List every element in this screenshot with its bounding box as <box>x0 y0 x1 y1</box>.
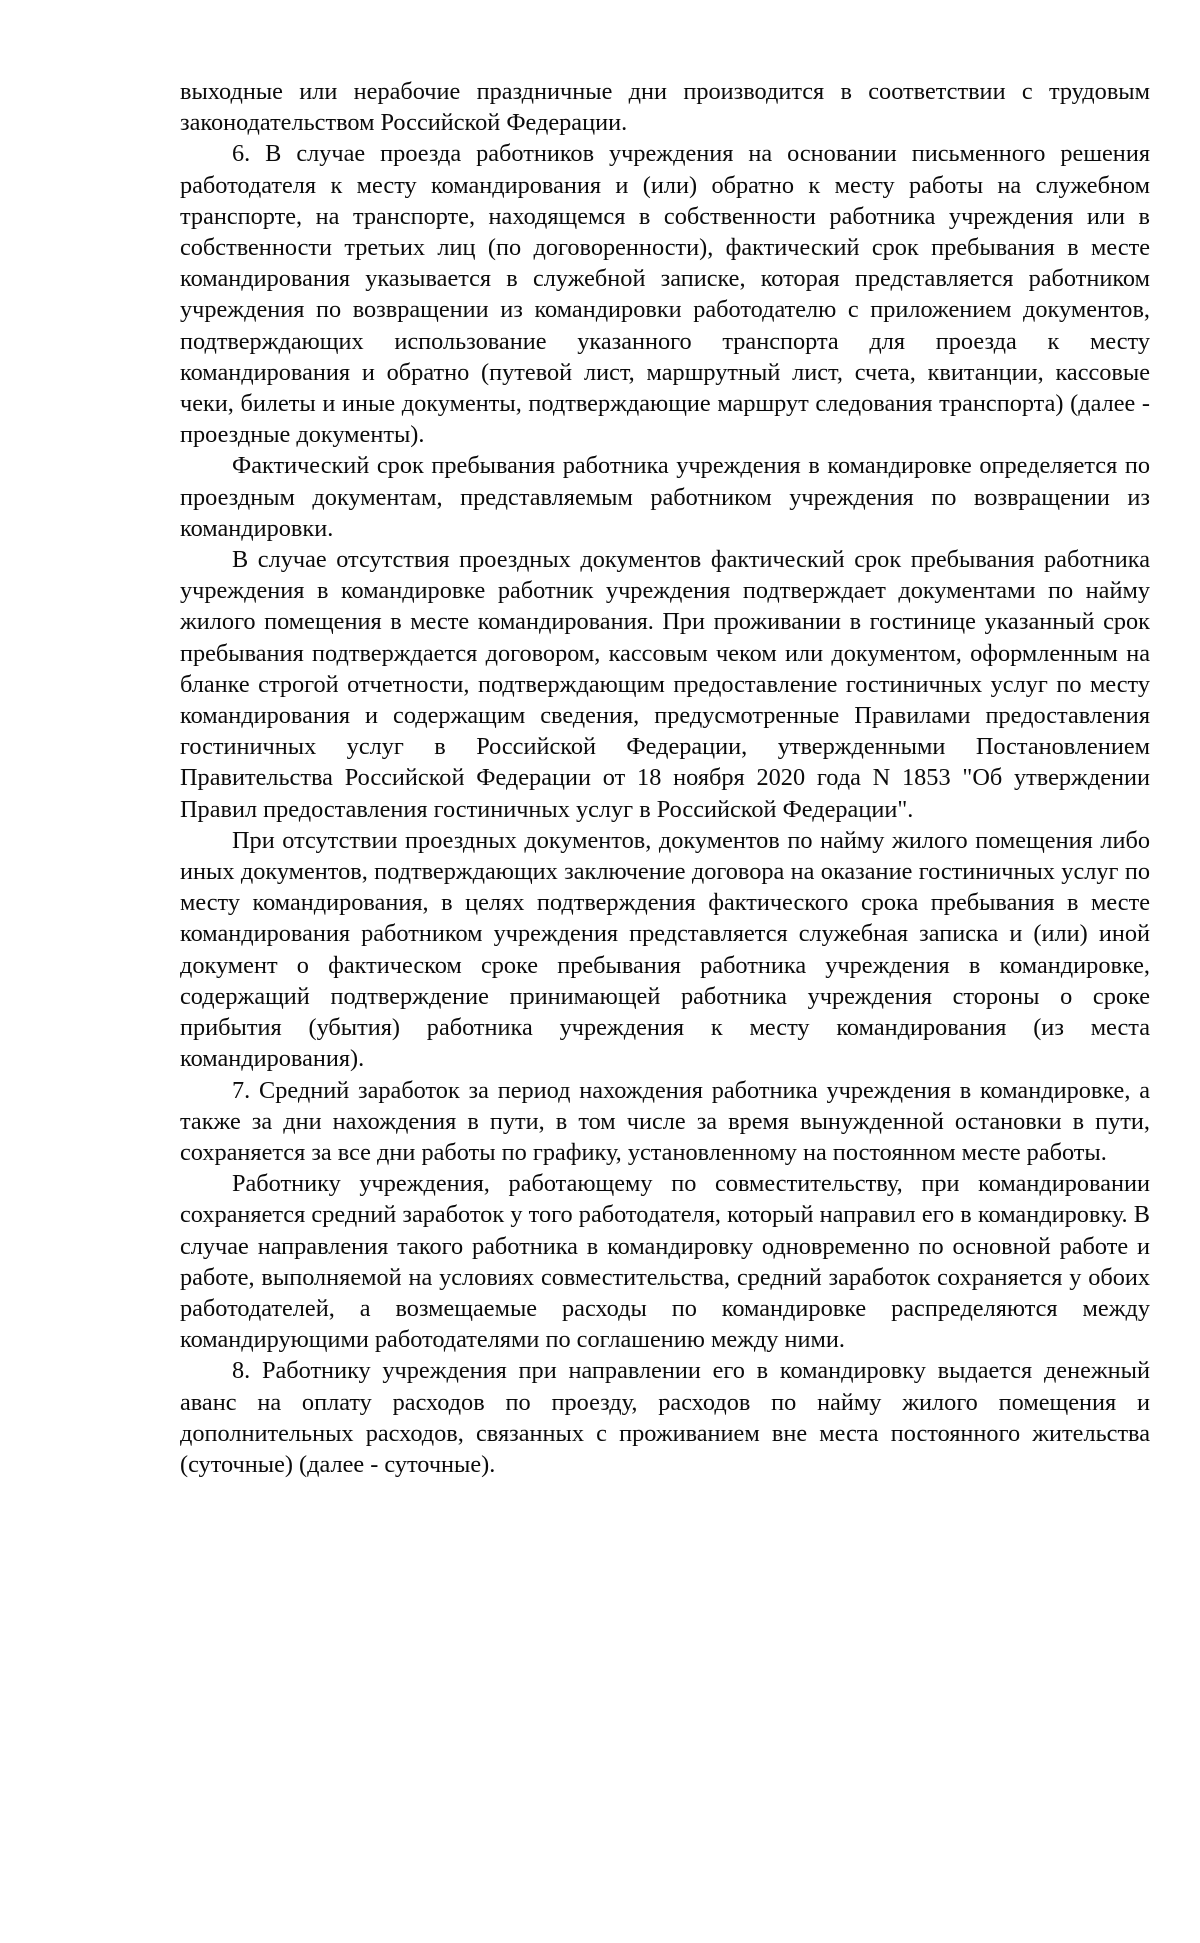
paragraph-item-6: 6. В случае проезда работников учреждения на основании письменного решения работодателя к месту командирования и (или) обратно к месту работы на служебном транспорте, на транспорте, находящемся в собственности работника учреждения или в собственности третьих лиц (по договоренности), фактический срок пребывания в месте командирования указывается в служебной записке, которая представляется работником учреждения по возвращении из командировки работодателю с приложением документов, подтверждающих использование указанного транспорта для проезда к месту командирования и обратно (путевой лист, маршрутный лист, счета, квитанции, кассовые чеки, билеты и иные документы, подтверждающие маршрут следования транспорта) (далее - проездные документы). <box>180 140 1150 449</box>
paragraph-part-time: Работнику учреждения, работающему по совместительству, при командировании сохраняется средний заработок у того работодателя, который направил его в командировку. В случае направления такого работника в командировку одновременно по основной работе и работе, выполняемой на условиях совместительства, средний заработок сохраняется у обоих работодателей, а возмещаемые расходы по командировке распределяются между командирующими работодателями по соглашению между ними. <box>180 1170 1150 1354</box>
paragraph-item-8: 8. Работнику учреждения при направлении его в командировку выдается денежный аванс на оплату расходов по проезду, расходов по найму жилого помещения и дополнительных расходов, связанных с проживанием вне места постоянного жительства (суточные) (далее - суточные). <box>180 1357 1150 1478</box>
paragraph-item-7: 7. Средний заработок за период нахождения работника учреждения в командировке, а также за дни нахождения в пути, в том числе за время вынужденной остановки в пути, сохраняется за все дни работы по графику, установленному на постоянном месте работы. <box>180 1076 1150 1166</box>
paragraph-continuation: выходные или нерабочие праздничные дни производится в соответствии с трудовым законодательством Российской Федерации. <box>180 78 1150 137</box>
paragraph-no-documents: При отсутствии проездных документов, документов по найму жилого помещения либо иных документов, подтверждающих заключение договора на оказание гостиничных услуг по месту командирования, в целях подтверждения фактического срока пребывания в месте командирования работником учреждения представляется служебная записка и (или) иной документ о фактическом сроке пребывания работника учреждения в командировке, содержащий подтверждение принимающей работника учреждения стороны о сроке прибытия (убытия) работника учреждения к месту командирования (из места командирования). <box>180 826 1150 1073</box>
paragraph-no-travel-documents: В случае отсутствия проездных документов фактический срок пребывания работника учреждения в командировке работник учреждения подтверждает документами по найму жилого помещения в месте командирования. При проживании в гостинице указанный срок пребывания подтверждается договором, кассовым чеком или документом, оформленным на бланке строгой отчетности, подтверждающим предоставление гостиничных услуг по месту командирования и содержащим сведения, предусмотренные Правилами предоставления гостиничных услуг в Российской Федерации, утвержденными Постановлением Правительства Российской Федерации от 18 ноября 2020 года N 1853 "Об утверждении Правил предоставления гостиничных услуг в Российской Федерации". <box>180 546 1150 823</box>
paragraph-actual-term: Фактический срок пребывания работника учреждения в командировке определяется по проездным документам, представляемым работником учреждения по возвращении из командировки. <box>180 452 1150 542</box>
document-body <box>180 76 1150 1480</box>
